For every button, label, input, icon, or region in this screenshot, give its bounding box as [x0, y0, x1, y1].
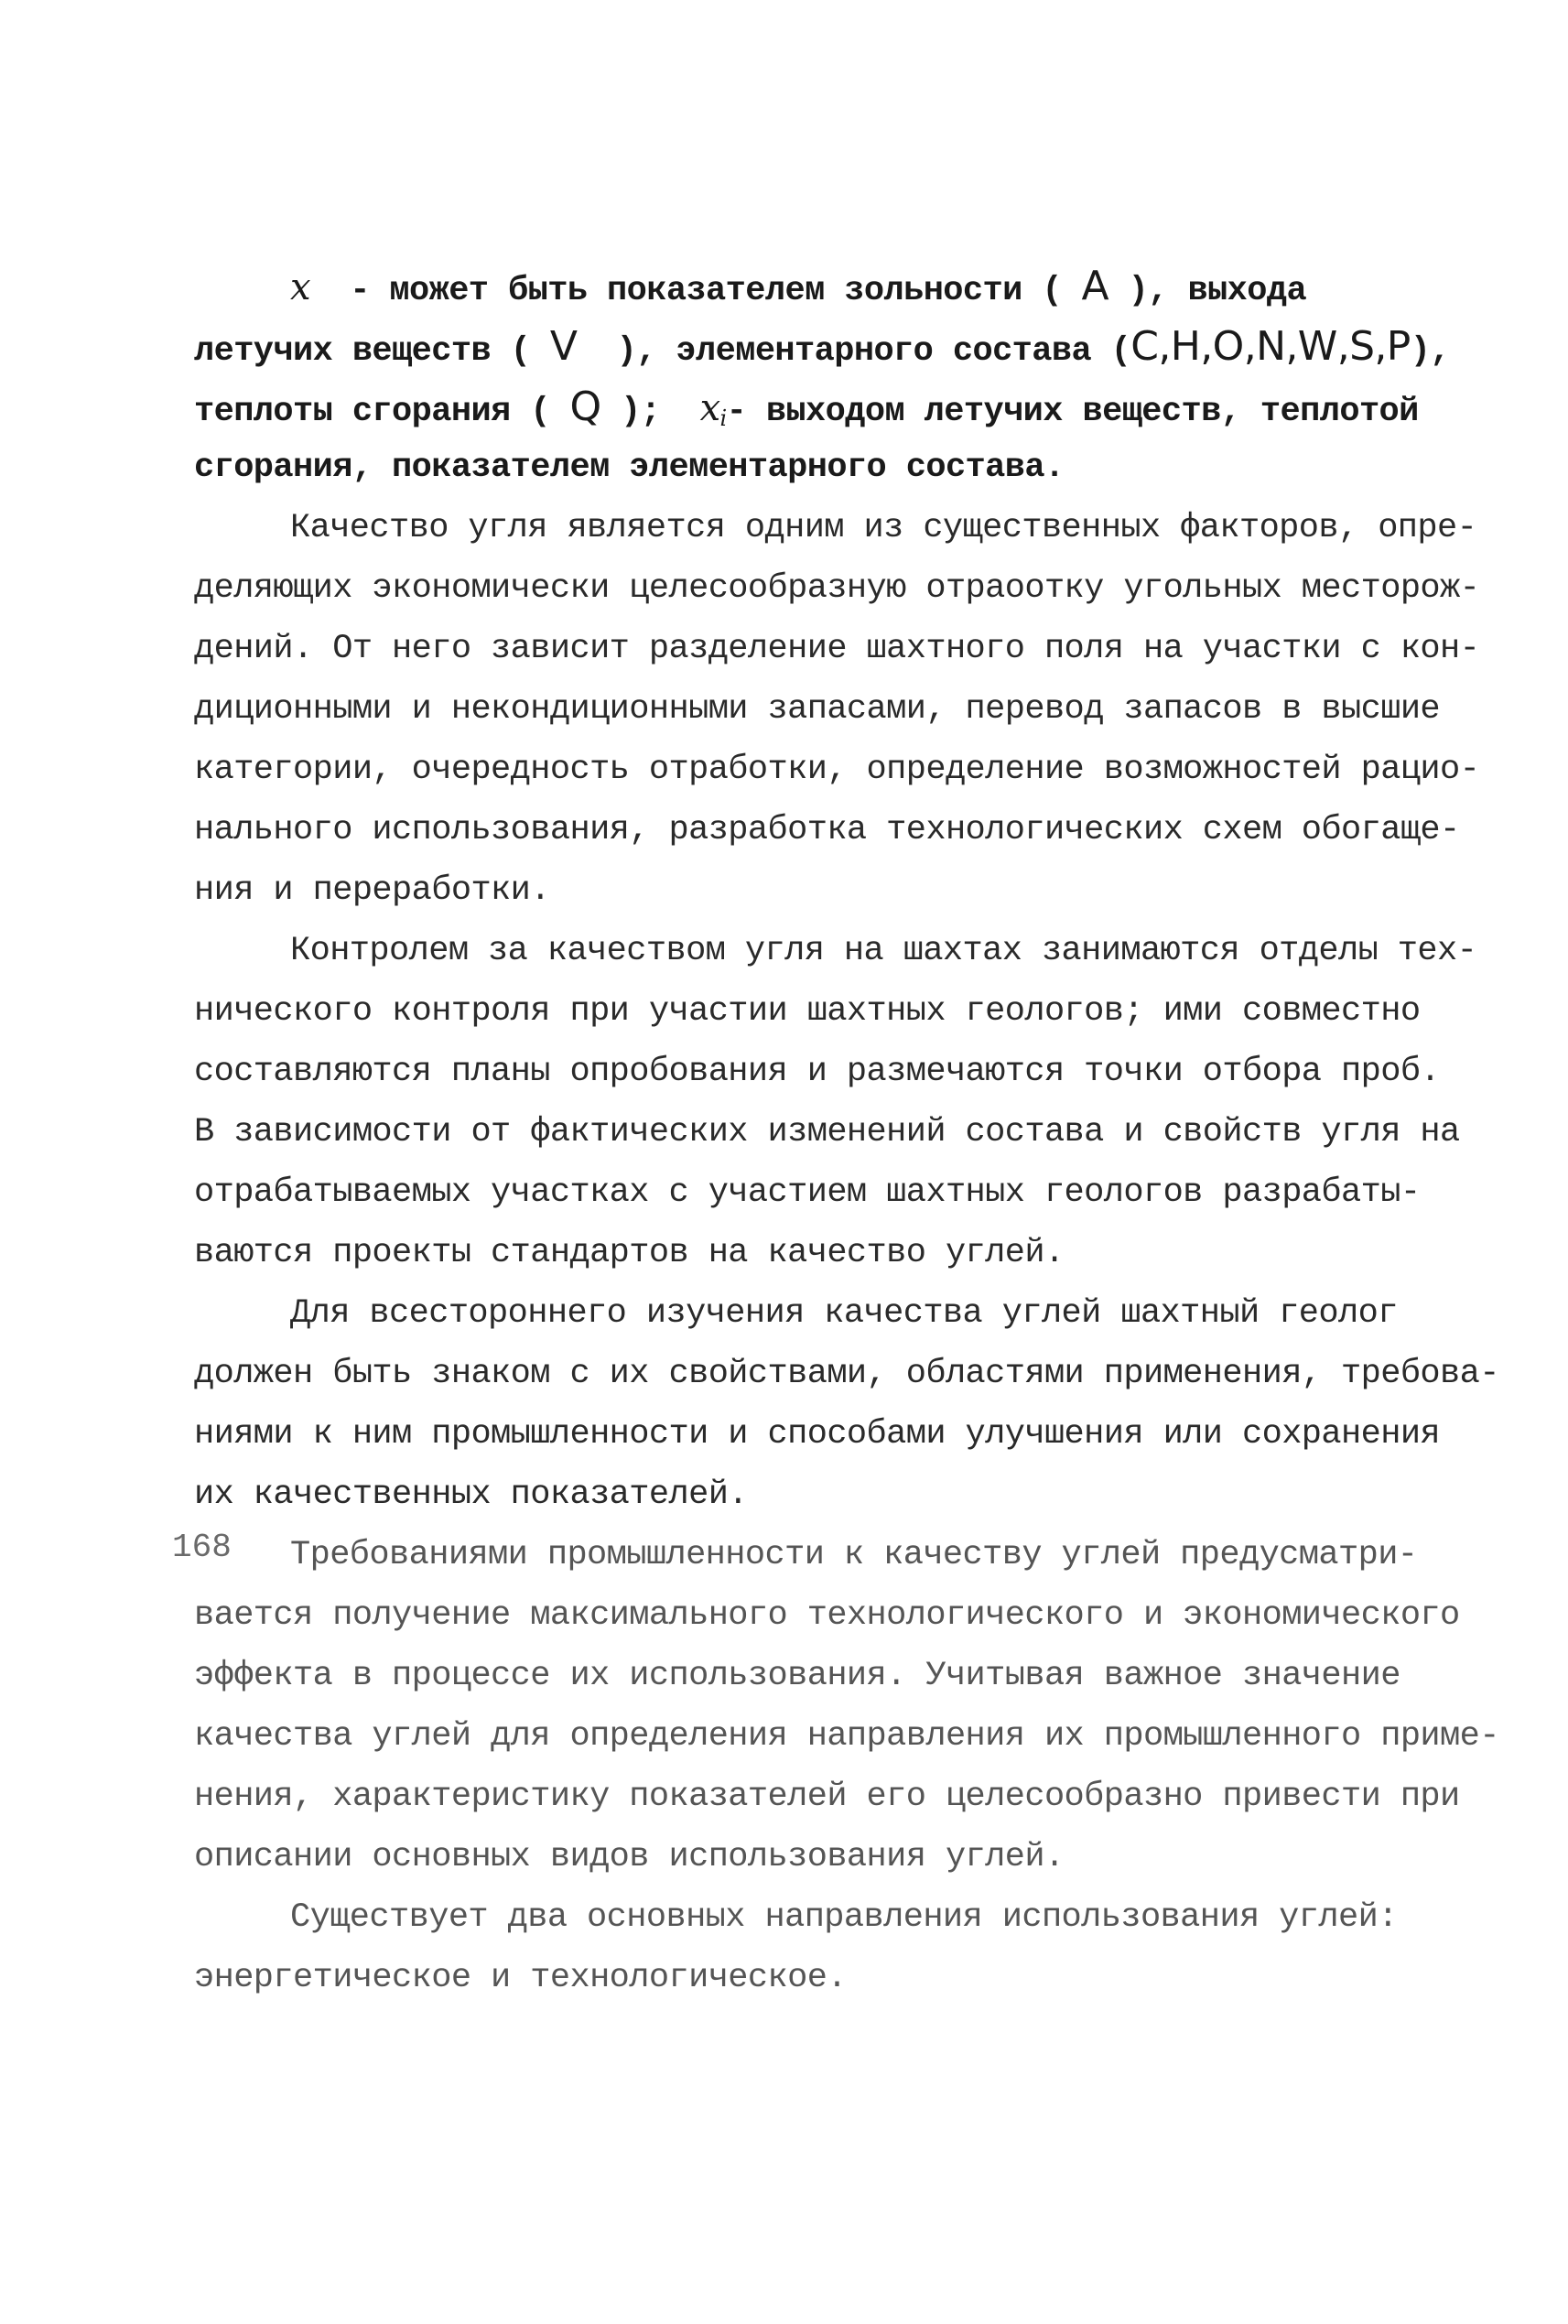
definition-text: ); — [621, 393, 661, 431]
paragraph-line: В зависимости от фактических изменений состава и свойств угля на — [194, 1113, 1460, 1151]
definition-text: ), — [1410, 332, 1450, 371]
paragraph-line: ниями к ним промышленности и способами улучшения или сохранения — [194, 1415, 1441, 1454]
paragraph-line: категории, очередность отработки, определение возможностей рацио- — [194, 751, 1480, 789]
page-number: 168 — [172, 1529, 232, 1566]
paragraph-line: Контролем за качеством угля на шахтах занимаются отделы тех- — [290, 932, 1477, 970]
definition-text: - может быть показателем зольности ( — [350, 272, 1062, 310]
paragraph-line: Существует два основных направления использования углей: — [290, 1898, 1398, 1937]
paragraph-line: нического контроля при участии шахтных геологов; ими совместно — [194, 992, 1421, 1031]
variable-x1: $x_i$ — [699, 387, 727, 431]
definition-text: ), выхода — [1128, 272, 1307, 310]
paragraph-line: вается получение максимального технологического и экономического — [194, 1596, 1460, 1635]
paragraph-line: должен быть знаком с их свойствами, областями применения, требова- — [194, 1355, 1499, 1393]
paragraph-line: Требованиями промышленности к качеству углей предусматри- — [290, 1536, 1418, 1574]
paragraph-line: эффекта в процессе их использования. Учитывая важное значение — [194, 1657, 1400, 1695]
paragraph-line: нального использования, разработка технологических схем обогаще- — [194, 811, 1460, 849]
paragraph-line: ния и переработки. — [194, 871, 550, 910]
paragraph-line: описании основных видов использования углей. — [194, 1838, 1065, 1876]
definition-line-1 — [194, 256, 1421, 317]
symbol-volatile: V — [549, 323, 578, 370]
definition-text: ), элементарного состава ( — [616, 332, 1131, 371]
paragraph-line: отрабатываемых участках с участием шахтных геологов разрабаты- — [194, 1173, 1421, 1212]
paragraph-line: Для всестороннего изучения качества углей шахтный геолог — [290, 1294, 1398, 1333]
definition-line-2 — [194, 317, 1450, 377]
definition-line-4: сгорания, показателем элементарного состава. — [194, 449, 1065, 487]
variable-x: x — [290, 266, 310, 308]
paragraph-line: ваются проекты стандартов на качество углей. — [194, 1234, 1065, 1272]
paragraph-line: дений. От него зависит разделение шахтного поля на участки с кон- — [194, 630, 1480, 668]
body-text — [194, 256, 1499, 2008]
definition-text: теплоты сгорания ( — [194, 393, 550, 431]
definition-text: летучих веществ ( — [194, 332, 531, 371]
definition-line-3 — [194, 377, 1421, 438]
paragraph-line: деляющих экономически целесообразную отраоотку угольных месторож- — [194, 569, 1480, 608]
symbol-elements: C,H,O,N,W,S,P — [1130, 323, 1411, 370]
definition-text: - выходом летучих веществ, теплотой — [726, 393, 1419, 431]
paragraph-line: диционными и некондиционными запасами, перевод запасов в высшие — [194, 690, 1441, 729]
paragraph-line: составляются планы опробования и размечаются точки отбора проб. — [194, 1053, 1441, 1091]
symbol-ash: A — [1081, 263, 1109, 309]
paragraph-line: энергетическое и технологическое. — [194, 1959, 847, 1997]
paragraph-line: их качественных показателей. — [194, 1475, 748, 1514]
paragraph-line: качества углей для определения направления их промышленного приме- — [194, 1717, 1499, 1756]
symbol-heat: Q — [569, 384, 601, 430]
paragraph-line: Качество угля является одним из существенных факторов, опре- — [290, 509, 1477, 547]
paragraph-line: нения, характеристику показателей его целесообразно привести при — [194, 1778, 1460, 1816]
